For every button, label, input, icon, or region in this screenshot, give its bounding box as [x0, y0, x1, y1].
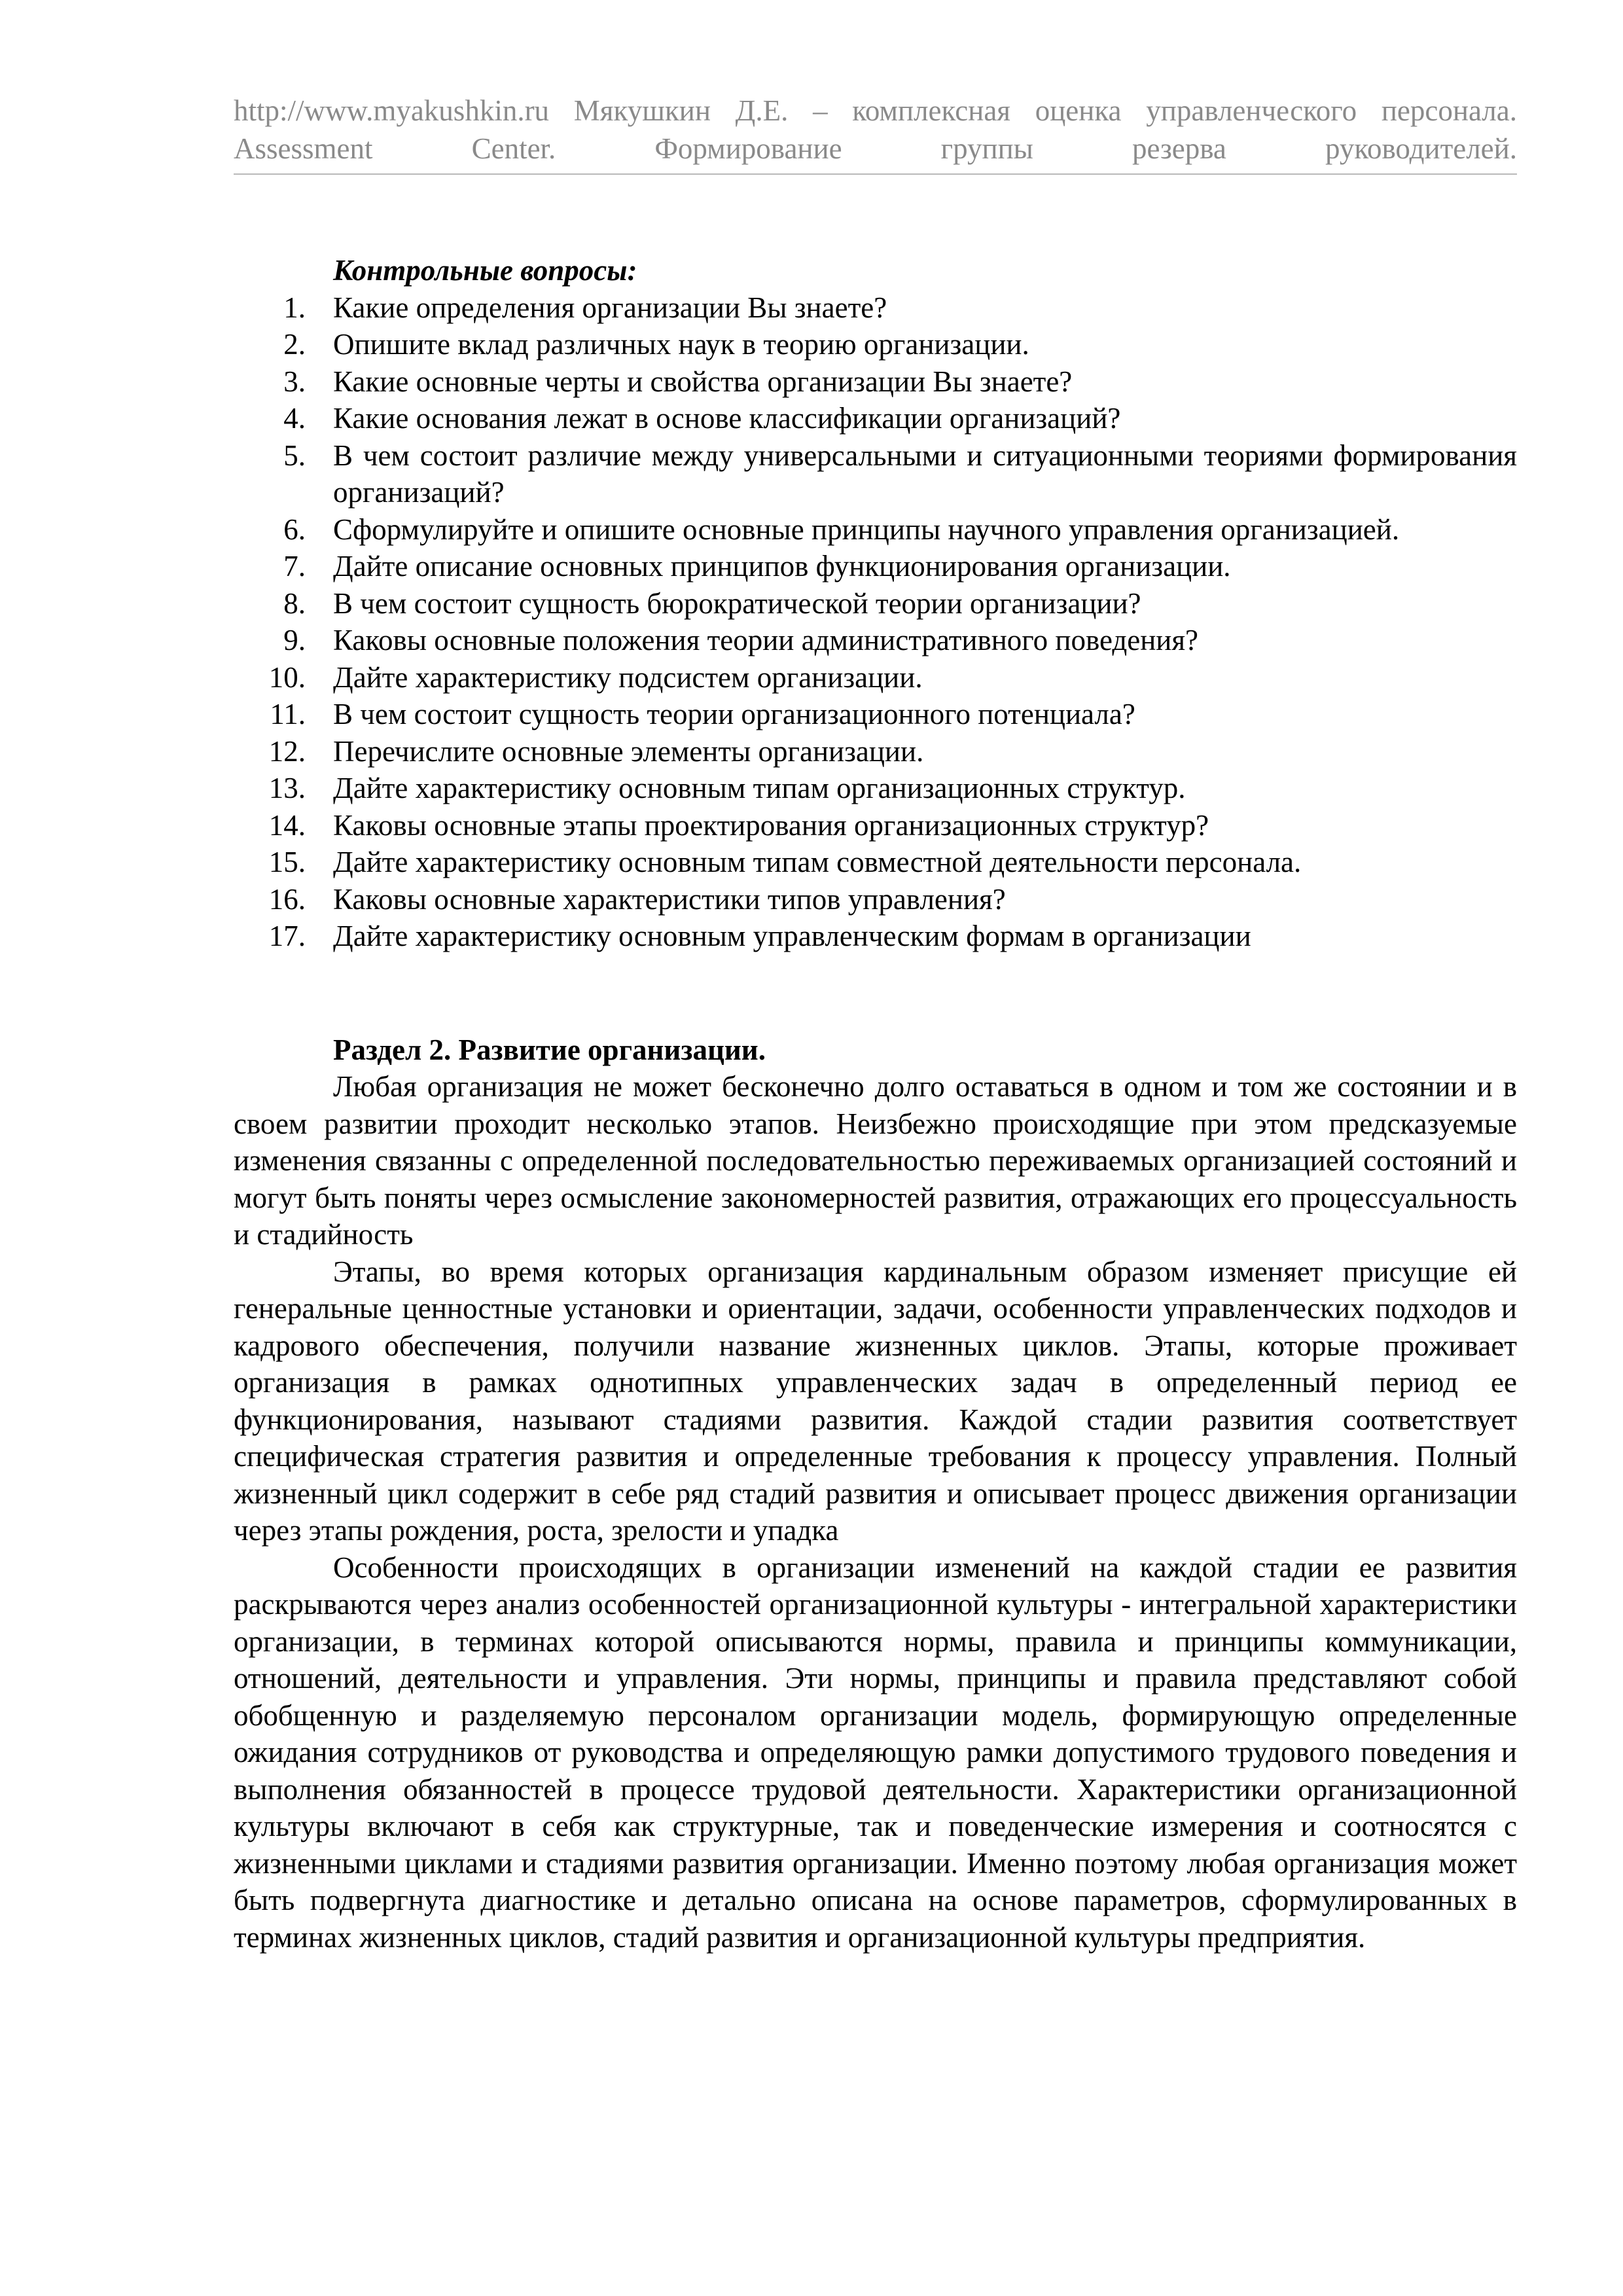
header-word: Assessment [234, 132, 373, 165]
question-number: 6. [283, 512, 306, 546]
header-word: группы [940, 132, 1033, 165]
header-word: Формирование [654, 132, 842, 165]
question-text: В чем состоит сущность теории организационного потенциала? [333, 698, 1135, 730]
question-item [234, 585, 1517, 622]
question-item [234, 770, 1517, 807]
question-text: Какие основные черты и свойства организации Вы знаете? [333, 365, 1073, 398]
question-item [234, 696, 1517, 733]
question-item [234, 881, 1517, 918]
question-item [234, 289, 1517, 327]
header-divider [234, 173, 1517, 175]
question-number: 2. [283, 328, 306, 361]
header-line-2 [234, 130, 1517, 168]
question-text: Какие определения организации Вы знаете? [333, 291, 887, 324]
question-number: 16. [268, 882, 306, 916]
body-paragraph: Особенности происходящих в организации изменений на каждой стадии ее развития раскрываются через анализ особенностей организационной культуры - интегральной характеристики организации, в терминах которой описываются нормы, правила и принципы коммуникации, отношений, деятельности и управления. Эти нормы, принципы и правила представляют собой обобщенную и разделяемую персоналом организации модель, формирующую определенные ожидания сотрудников от руководства и определяющую рамки допустимого трудового поведения и выполнения обязанностей в процессе трудовой деятельности. Характеристики организационной культуры включают в себя как структурные, так и поведенческие измерения и соотносятся с жизненными циклами и стадиями развития организации. Именно поэтому любая организация может быть подвергнута диагностике и детально описана на основе параметров, сформулированных в терминах жизненных циклов, стадий развития и организационной культуры предприятия. [234, 1551, 1517, 1954]
questions-heading: Контрольные вопросы: [333, 254, 637, 287]
body-paragraph: Этапы, во время которых организация кардинальным образом изменяет присущие ей генеральные ценностные установки и ориентации, задачи, особенности управленческих подходов и кадрового обеспечения, получили название жизненных циклов. Этапы, которые проживает организация в рамках однотипных управленческих задач в определенный период ее функционирования, называют стадиями развития. Каждой стадии развития соответствует специфическая стратегия развития и определенные требования к процессу управления. Полный жизненный цикл содержит в себе ряд стадий развития и описывает процесс движения организации через этапы рождения, роста, зрелости и упадка [234, 1255, 1517, 1547]
question-number: 13. [268, 772, 306, 804]
question-text: Какие основания лежат в основе классификации организаций? [333, 402, 1121, 435]
header-word: резерва [1132, 132, 1226, 165]
question-text: Дайте характеристику основным типам совместной деятельности персонала. [333, 846, 1302, 878]
question-item [234, 363, 1517, 401]
question-text: В чем состоит сущность бюрократической теории организации? [333, 586, 1141, 620]
question-number: 1. [283, 291, 306, 324]
question-item [234, 659, 1517, 696]
question-item [234, 400, 1517, 437]
question-text: Дайте характеристику основным типам организационных структур. [333, 772, 1186, 804]
question-item [234, 733, 1517, 770]
question-text: В чем состоит различие между универсальными и ситуационными теориями формирования организаций? [333, 439, 1517, 509]
header-word: Center. [471, 132, 556, 165]
question-item [234, 437, 1517, 511]
question-text: Перечислите основные элементы организации. [333, 734, 924, 768]
question-number: 12. [268, 734, 306, 768]
question-number: 7. [283, 550, 306, 583]
question-text: Дайте описание основных принципов функционирования организации. [333, 550, 1231, 583]
question-text: Опишите вклад различных наук в теорию организации. [333, 328, 1029, 361]
question-number: 11. [270, 698, 306, 730]
question-number: 9. [283, 624, 306, 656]
question-item [234, 807, 1517, 844]
question-number: 14. [268, 808, 306, 842]
question-number: 15. [268, 846, 306, 878]
question-text: Дайте характеристику основным управленческим формам в организации [333, 920, 1251, 952]
question-text: Каковы основные положения теории административного поведения? [333, 624, 1199, 656]
question-item [234, 511, 1517, 548]
question-item [234, 326, 1517, 363]
question-number: 3. [283, 365, 306, 398]
running-header [234, 92, 1517, 168]
question-number: 4. [283, 402, 306, 435]
question-text: Дайте характеристику подсистем организации. [333, 660, 923, 694]
questions-list [234, 289, 1517, 955]
question-item [234, 844, 1517, 881]
question-number: 5. [283, 439, 306, 472]
question-item [234, 548, 1517, 585]
question-number: 8. [283, 586, 306, 620]
header-word: руководителей. [1325, 132, 1517, 165]
question-number: 10. [268, 660, 306, 694]
section-title: Раздел 2. Развитие организации. [333, 1033, 766, 1066]
question-number: 17. [268, 920, 306, 952]
question-text: Каковы основные характеристики типов управления? [333, 882, 1006, 916]
question-item [234, 918, 1517, 955]
header-line-1: http://www.myakushkin.ru Мякушкин Д.Е. – комплексная оценка управленческого персонала. [234, 94, 1517, 127]
question-text: Сформулируйте и опишите основные принципы научного управления организацией. [333, 512, 1400, 546]
question-item [234, 622, 1517, 659]
page-content [234, 252, 1517, 1956]
body-paragraph: Любая организация не может бесконечно долго оставаться в одном и том же состоянии и в своем развитии проходит несколько этапов. Неизбежно происходящие при этом предсказуемые изменения связанны с определенной последовательностью переживаемых организацией состояний и могут быть поняты через осмысление закономерностей развития, отражающих его процессуальность и стадийность [234, 1070, 1517, 1251]
question-text: Каковы основные этапы проектирования организационных структур? [333, 808, 1209, 842]
